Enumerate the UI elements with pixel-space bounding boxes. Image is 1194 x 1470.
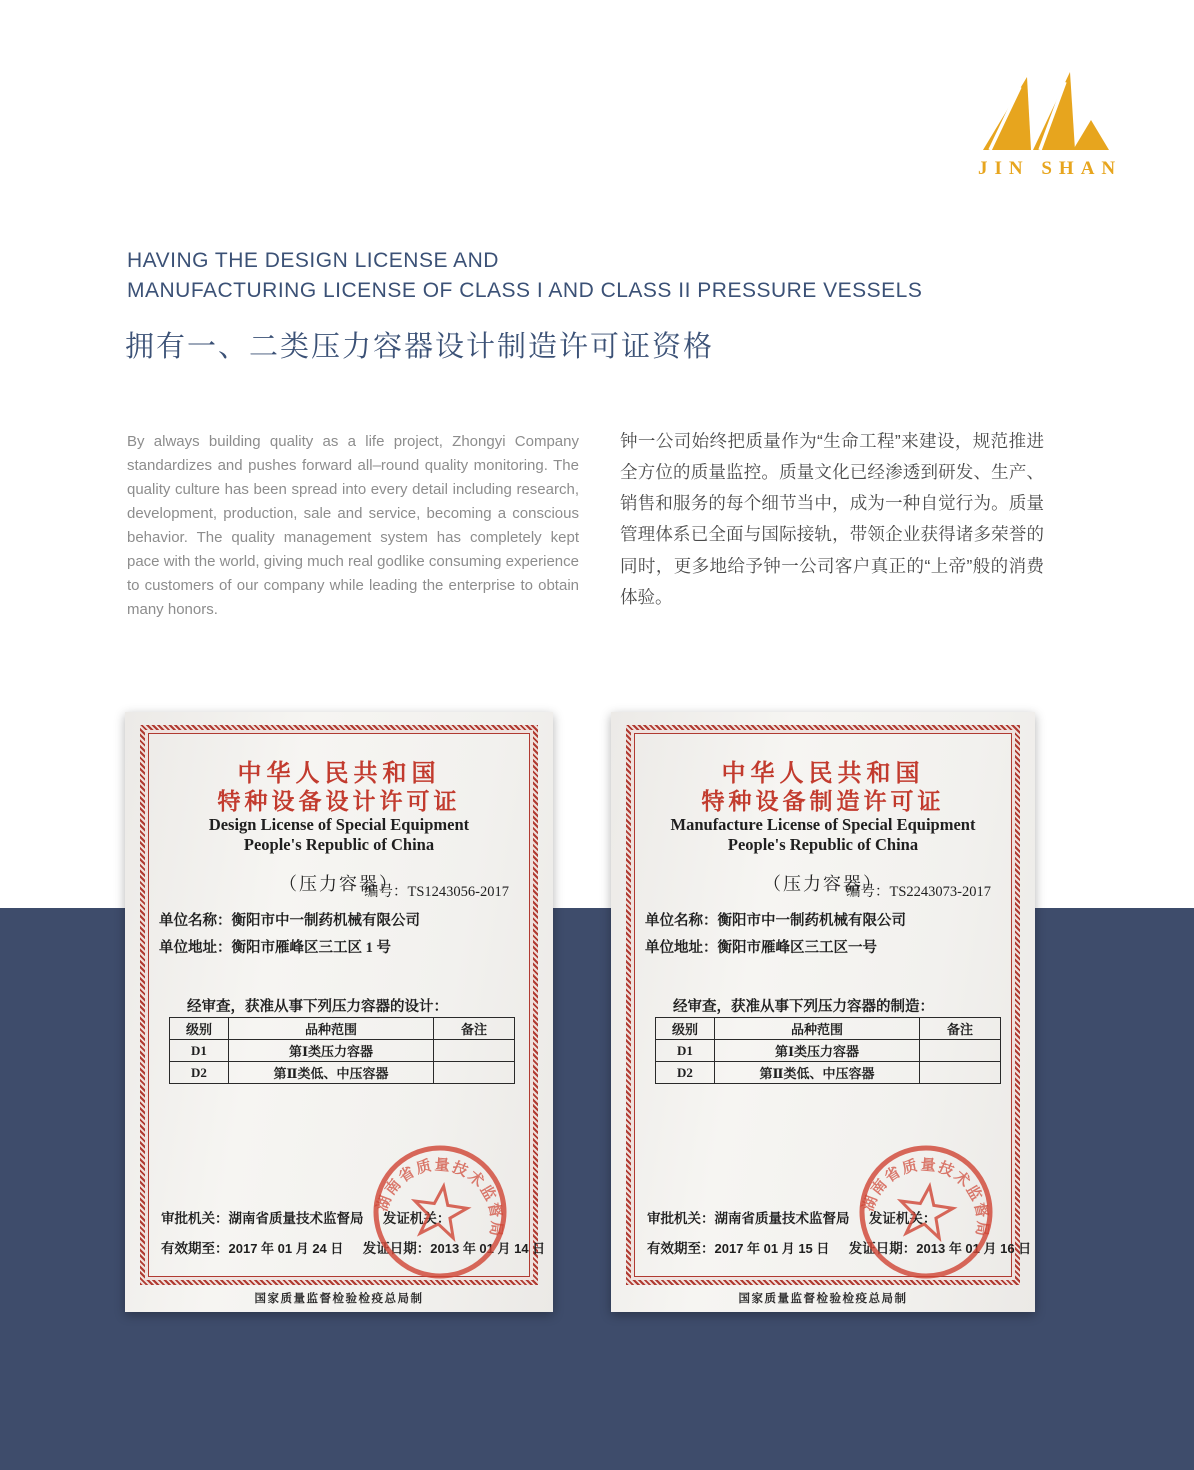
cell-note: [434, 1062, 515, 1084]
cell-note: [920, 1062, 1001, 1084]
cell-note: [920, 1040, 1001, 1062]
cert-scope-table: [169, 1017, 515, 1084]
table-row: [170, 1040, 515, 1062]
cell-grade: D2: [656, 1062, 715, 1084]
svg-text:湖南省质量技术监督局: [857, 1147, 1000, 1240]
cert-approval-note: 经审查，获准从事下列压力容器的制造：: [673, 999, 934, 1015]
col-header-note: 备注: [434, 1018, 515, 1040]
page-title-en-line1: HAVING THE DESIGN LICENSE AND: [127, 249, 499, 272]
page-title-en: [127, 246, 957, 306]
cert-issuer-label: 发证机关：: [382, 1211, 451, 1226]
cell-scope: 第Ⅱ类低、中压容器: [229, 1062, 434, 1084]
cert-approver: 审批机关：湖南省质量技术监督局: [647, 1211, 850, 1226]
cert-footer: 国家质量监督检验检疫总局制: [738, 1293, 908, 1305]
stamp-arc-text: 湖南省质量技术监督局: [374, 1157, 505, 1239]
table-header-row: [656, 1018, 1001, 1040]
cert-approval-note: 经审查，获准从事下列压力容器的设计：: [187, 999, 448, 1015]
cert-license-title-en: Design License of Special Equipment: [208, 815, 470, 834]
cell-grade: D1: [170, 1040, 229, 1062]
cert-approver: 审批机关：湖南省质量技术监督局: [161, 1211, 364, 1226]
table-header-row: [170, 1018, 515, 1040]
cert-country-title: 中华人民共和国: [237, 761, 441, 787]
table-row: [656, 1062, 1001, 1084]
page-title-zh: 拥有一、二类压力容器设计制造许可证资格: [125, 331, 715, 363]
cert-country-title-en: People's Republic of China: [727, 835, 919, 854]
cert-country-title: 中华人民共和国: [721, 761, 925, 787]
cert-issuer-label: 发证机关：: [868, 1211, 937, 1226]
col-header-grade: 级别: [170, 1018, 229, 1040]
col-header-scope: 品种范围: [715, 1018, 920, 1040]
cell-grade: D2: [170, 1062, 229, 1084]
stamp-arc-text: 湖南省质量技术监督局: [860, 1157, 991, 1239]
certificate-titles: [125, 760, 553, 896]
official-stamp-icon: [355, 1127, 524, 1296]
cert-scope-table: [655, 1017, 1001, 1084]
cert-license-title-zh: 特种设备设计许可证: [217, 789, 461, 814]
logo-mountains-icon: [981, 70, 1115, 154]
cert-issue-date-value: 2013 年 01 月 14 日: [430, 1241, 546, 1256]
company-logo: [978, 70, 1123, 180]
cert-category: （压力容器）: [763, 874, 883, 894]
certificate-design-license: [125, 712, 553, 1312]
cert-category: （压力容器）: [279, 874, 399, 894]
cert-unit-address: 单位地址：衡阳市雁峰区三工区一号: [645, 940, 877, 956]
cert-serial-number: 编号：TS2243073-2017: [846, 884, 991, 900]
cert-unit-info: [645, 908, 906, 962]
cert-unit-name: 单位名称：衡阳市中一制药机械有限公司: [159, 913, 420, 929]
paragraph-zh: 钟一公司始终把质量作为“生命工程”来建设，规范推进全方位的质量监控。质量文化已经渗透到研发、生产、销售和服务的每个细节当中，成为一种自觉行为。质量管理体系已全面与国际接轨，带领企业获得诸多荣誉的同时，更多地给予钟一公司客户真正的“上帝”般的消费体验。: [620, 431, 1044, 607]
cert-serial-number: 编号：TS1243056-2017: [364, 884, 509, 900]
page-title-en-line2: MANUFACTURING LICENSE OF CLASS I AND CLASS II PRESSURE VESSELS: [127, 279, 923, 302]
cert-valid-until-value: 2017 年 01 月 15 日: [714, 1241, 830, 1256]
official-stamp-icon: [841, 1127, 1010, 1296]
logo-text: JIN SHAN: [978, 158, 1123, 179]
paragraph-en: By always building quality as a life project, Zhongyi Company standardizes and pushes forward all–round quality monitoring. The quality culture has been spread into every detail including research, development, production, sale and service, becoming a conscious behavior. The quality management system has completely kept pace with the world, giving much real godlike consuming experience to customers of our company while leading the enterprise to obtain many honors.: [127, 433, 579, 618]
cell-scope: 第Ⅰ类压力容器: [229, 1040, 434, 1062]
cert-valid-until-label: 有效期至：: [647, 1241, 715, 1256]
cell-grade: D1: [656, 1040, 715, 1062]
cert-valid-until-label: 有效期至：: [161, 1241, 229, 1256]
cert-license-title-en: Manufacture License of Special Equipment: [670, 815, 976, 834]
cert-issue-date-value: 2013 年 01 月 16 日: [916, 1241, 1032, 1256]
table-row: [170, 1062, 515, 1084]
cert-unit-info: [159, 908, 420, 962]
cert-license-title-zh: 特种设备制造许可证: [701, 789, 945, 814]
table-row: [656, 1040, 1001, 1062]
certificate-manufacture-license: [611, 712, 1035, 1312]
cert-footer: 国家质量监督检验检疫总局制: [254, 1293, 424, 1305]
cell-note: [434, 1040, 515, 1062]
cert-unit-name: 单位名称：衡阳市中一制药机械有限公司: [645, 913, 906, 929]
certificate-titles: [611, 760, 1035, 896]
col-header-note: 备注: [920, 1018, 1001, 1040]
cert-country-title-en: People's Republic of China: [243, 835, 435, 854]
cert-issue-date-label: 发证日期：: [848, 1241, 917, 1256]
cert-unit-address: 单位地址：衡阳市雁峰区三工区 1 号: [159, 940, 391, 956]
cert-issue-date-label: 发证日期：: [362, 1241, 431, 1256]
svg-text:湖南省质量技术监督局: [371, 1147, 514, 1240]
cell-scope: 第Ⅱ类低、中压容器: [715, 1062, 920, 1084]
cell-scope: 第Ⅰ类压力容器: [715, 1040, 920, 1062]
col-header-scope: 品种范围: [229, 1018, 434, 1040]
col-header-grade: 级别: [656, 1018, 715, 1040]
cert-valid-until-value: 2017 年 01 月 24 日: [228, 1241, 344, 1256]
